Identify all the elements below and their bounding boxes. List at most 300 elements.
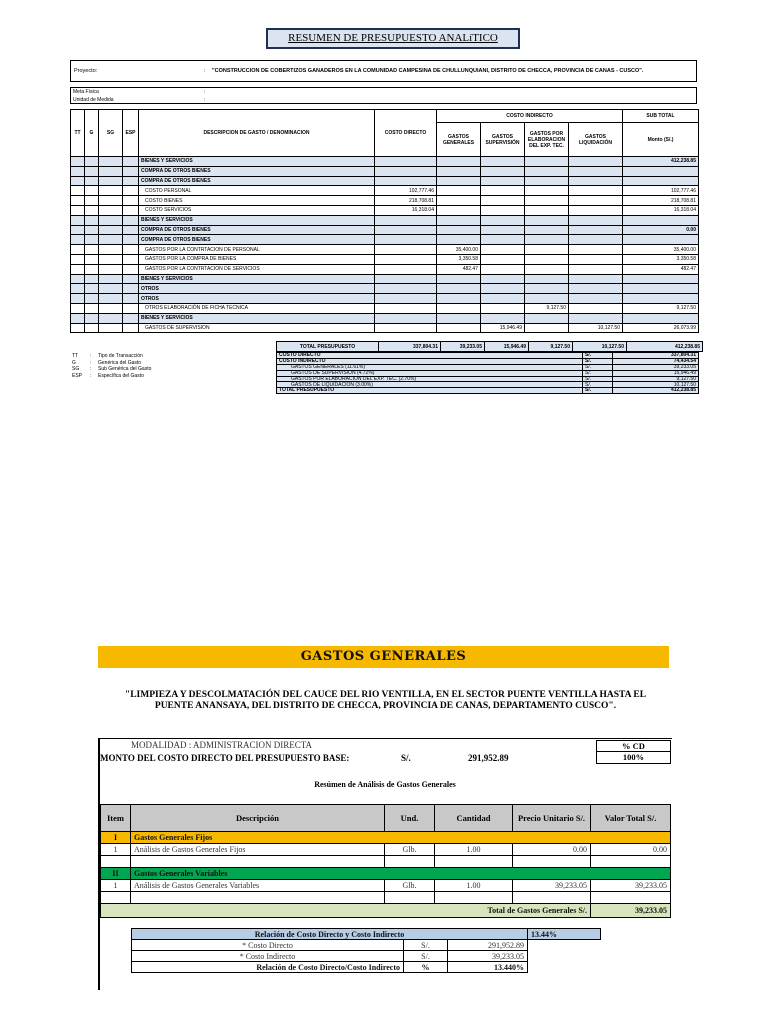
table-row bbox=[71, 166, 699, 176]
row-description: COSTO SERVICIOS bbox=[139, 205, 375, 215]
row-description: OTROS bbox=[139, 284, 375, 294]
row-gl bbox=[569, 313, 623, 323]
code-cell bbox=[123, 215, 139, 225]
row-gl bbox=[569, 254, 623, 264]
code-cell bbox=[123, 245, 139, 255]
legend-key: SG bbox=[72, 366, 80, 372]
code-cell bbox=[123, 235, 139, 245]
row-cd bbox=[375, 294, 437, 304]
row-sub: 16,318.04 bbox=[623, 205, 699, 215]
col-cd: COSTO DIRECTO bbox=[375, 110, 437, 157]
code-cell bbox=[85, 205, 99, 215]
code-cell bbox=[123, 303, 139, 313]
table-row bbox=[71, 313, 699, 323]
row-description: OTROS bbox=[139, 294, 375, 304]
row-description: BIENES Y SERVICIOS bbox=[139, 313, 375, 323]
code-cell bbox=[85, 196, 99, 206]
code-cell bbox=[85, 323, 99, 333]
row-gl bbox=[569, 196, 623, 206]
row-cd bbox=[375, 215, 437, 225]
summary-currency: S/. bbox=[583, 370, 613, 376]
row-sub: 102,777.46 bbox=[623, 186, 699, 196]
code-cell bbox=[99, 215, 123, 225]
gg-col-cant: Cantidad bbox=[435, 805, 513, 832]
table-row bbox=[71, 157, 699, 167]
col-ci: COSTO INDIRECTO bbox=[437, 110, 623, 123]
table-row bbox=[71, 264, 699, 274]
col-g: G bbox=[85, 110, 99, 157]
relation-table bbox=[131, 928, 601, 973]
row-gl bbox=[569, 294, 623, 304]
summary-currency: S/. bbox=[583, 388, 613, 394]
row-sub: 3,350.58 bbox=[623, 254, 699, 264]
code-cell bbox=[71, 235, 85, 245]
table-row bbox=[71, 284, 699, 294]
row-ge bbox=[525, 274, 569, 284]
row-ge bbox=[525, 284, 569, 294]
gg-cd-header: % CD bbox=[596, 740, 671, 752]
code-cell bbox=[71, 303, 85, 313]
legend-text: Específica del Gasto bbox=[98, 372, 144, 379]
code-cell bbox=[99, 274, 123, 284]
legend bbox=[72, 353, 151, 379]
total-gl: 10,127.50 bbox=[573, 342, 627, 352]
legend-sep: : bbox=[90, 366, 92, 372]
row-cd bbox=[375, 157, 437, 167]
total-label: TOTAL PRESUPUESTO bbox=[277, 342, 379, 352]
relation-row-cd bbox=[132, 940, 601, 951]
table-row bbox=[101, 844, 671, 856]
row-gs bbox=[481, 235, 525, 245]
gg-project-title: "LIMPIEZA Y DESCOLMATACIÓN DEL CAUCE DEL RIO VENTILLA, EN EL SECTOR PUENTE VENTILLA HASTA EL PUENTE ANANSAYA, DEL DISTRITO DE CHECCA, PROVINCIA DE CANAS, DEPARTAMENTO CUSCO". bbox=[124, 690, 647, 711]
meta-colon: : bbox=[204, 89, 206, 95]
code-cell bbox=[123, 225, 139, 235]
code-cell bbox=[85, 176, 99, 186]
row-cd: 102,777.46 bbox=[375, 186, 437, 196]
gg-col-und: Und. bbox=[385, 805, 435, 832]
relation-ci-label: * Costo Indirecto bbox=[132, 951, 404, 962]
legend-key: G bbox=[72, 359, 76, 366]
row-description: BIENES Y SERVICIOS bbox=[139, 157, 375, 167]
gg-cell-cant: 1.00 bbox=[435, 844, 513, 856]
row-sub: 9,127.50 bbox=[623, 303, 699, 313]
table-row bbox=[71, 205, 699, 215]
relation-ci-cur: S/. bbox=[404, 951, 448, 962]
total-cd: 337,804.31 bbox=[379, 342, 441, 352]
gg-group-item: I bbox=[101, 832, 131, 844]
row-cd bbox=[375, 274, 437, 284]
code-cell bbox=[123, 176, 139, 186]
row-cd bbox=[375, 225, 437, 235]
summary-currency: S/. bbox=[583, 364, 613, 370]
row-description: COMPRA DE OTROS BIENES bbox=[139, 176, 375, 186]
row-gg bbox=[437, 166, 481, 176]
summary-currency: S/. bbox=[583, 382, 613, 388]
relation-row-ratio bbox=[132, 962, 601, 973]
summary-body bbox=[277, 353, 699, 394]
row-cd bbox=[375, 176, 437, 186]
summary-label: GASTOS POR ELABORACION DEL EXP. TEC. (2.70%) bbox=[277, 376, 583, 382]
row-cd bbox=[375, 313, 437, 323]
col-gl: GASTOS LIQUIDACIÓN bbox=[569, 123, 623, 157]
legend-sep: : bbox=[90, 372, 92, 379]
code-cell bbox=[99, 235, 123, 245]
unit-label: Unidad de Medida bbox=[73, 97, 114, 103]
code-cell bbox=[99, 176, 123, 186]
gg-col-pu: Precio Unitario S/. bbox=[513, 805, 591, 832]
col-desc: DESCRIPCION DE GASTO / DENOMINACION bbox=[139, 110, 375, 157]
row-gs bbox=[481, 166, 525, 176]
row-sub bbox=[623, 215, 699, 225]
row-gl: 10,127.50 bbox=[569, 323, 623, 333]
table-row bbox=[71, 176, 699, 186]
code-cell bbox=[123, 186, 139, 196]
row-gg bbox=[437, 235, 481, 245]
gg-cell-pu: 0.00 bbox=[513, 844, 591, 856]
row-ge bbox=[525, 157, 569, 167]
summary-label: COSTO DIRECTO bbox=[277, 353, 583, 359]
gg-col-desc: Descripción bbox=[131, 805, 385, 832]
row-cd: 218,708.81 bbox=[375, 196, 437, 206]
table-row bbox=[101, 880, 671, 892]
col-subtotal: SUB TOTAL bbox=[623, 110, 699, 123]
row-gl bbox=[569, 235, 623, 245]
total-sub: 412,238.85 bbox=[627, 342, 703, 352]
summary-currency: S/. bbox=[583, 353, 613, 359]
gg-cell-und: Glb. bbox=[385, 844, 435, 856]
table-row-blank bbox=[101, 892, 671, 904]
row-gs bbox=[481, 225, 525, 235]
code-cell bbox=[99, 166, 123, 176]
row-ge bbox=[525, 235, 569, 245]
row-sub bbox=[623, 313, 699, 323]
code-cell bbox=[99, 186, 123, 196]
relation-header-value: 13.44% bbox=[528, 929, 601, 940]
code-cell bbox=[71, 225, 85, 235]
row-gl bbox=[569, 245, 623, 255]
row-ge bbox=[525, 225, 569, 235]
code-cell bbox=[85, 166, 99, 176]
row-description: GASTOS POR LA COMPRA DE BIENES bbox=[139, 254, 375, 264]
code-cell bbox=[99, 245, 123, 255]
gg-group-desc: Gastos Generales Variables bbox=[131, 868, 671, 880]
meta-box bbox=[70, 87, 697, 104]
row-gg: 3,350.58 bbox=[437, 254, 481, 264]
code-cell bbox=[123, 274, 139, 284]
row-ge bbox=[525, 254, 569, 264]
row-gl bbox=[569, 284, 623, 294]
code-cell bbox=[71, 166, 85, 176]
row-ge bbox=[525, 205, 569, 215]
row-ge bbox=[525, 245, 569, 255]
code-cell bbox=[85, 303, 99, 313]
code-cell bbox=[99, 157, 123, 167]
code-cell bbox=[99, 196, 123, 206]
row-gl bbox=[569, 205, 623, 215]
total-gs: 15,946.49 bbox=[485, 342, 529, 352]
row-ge: 9,127.50 bbox=[525, 303, 569, 313]
summary-currency: S/. bbox=[583, 376, 613, 382]
relation-title: Relación de Costo Directo y Costo Indirecto bbox=[132, 929, 528, 940]
code-cell bbox=[99, 313, 123, 323]
code-cell bbox=[99, 205, 123, 215]
row-gg bbox=[437, 196, 481, 206]
code-cell bbox=[123, 254, 139, 264]
code-cell bbox=[85, 264, 99, 274]
code-cell bbox=[85, 215, 99, 225]
code-cell bbox=[85, 157, 99, 167]
row-ge bbox=[525, 313, 569, 323]
gg-cell-item: 1 bbox=[101, 844, 131, 856]
gg-monto-currency: S/. bbox=[401, 753, 411, 763]
row-gg bbox=[437, 323, 481, 333]
code-cell bbox=[71, 264, 85, 274]
gg-modalidad: MODALIDAD : ADMINISTRACION DIRECTA bbox=[131, 740, 313, 750]
row-description: COMPRA DE OTROS BIENES bbox=[139, 235, 375, 245]
code-cell bbox=[123, 264, 139, 274]
gg-cell-desc: Análisis de Gastos Generales Variables bbox=[131, 880, 385, 892]
col-gs: GASTOS SUPERVISIÓN bbox=[481, 123, 525, 157]
row-cd bbox=[375, 245, 437, 255]
row-gs bbox=[481, 313, 525, 323]
row-description: BIENES Y SERVICIOS bbox=[139, 274, 375, 284]
legend-text: Tipo de Transacción bbox=[98, 353, 143, 359]
summary-label: COSTO INDIRECTO bbox=[277, 358, 583, 364]
col-gg: GASTOS GENERALES bbox=[437, 123, 481, 157]
table-row bbox=[71, 215, 699, 225]
code-cell bbox=[123, 196, 139, 206]
summary-label: GASTOS DE LIQUIDACION (3.00%) bbox=[277, 382, 583, 388]
row-gs bbox=[481, 205, 525, 215]
row-cd bbox=[375, 284, 437, 294]
code-cell bbox=[99, 264, 123, 274]
code-cell bbox=[71, 205, 85, 215]
row-gg bbox=[437, 294, 481, 304]
code-cell bbox=[123, 323, 139, 333]
gg-group-desc: Gastos Generales Fijos bbox=[131, 832, 671, 844]
project-colon: : bbox=[204, 68, 206, 74]
row-gg bbox=[437, 176, 481, 186]
legend-sep: : bbox=[90, 359, 92, 366]
code-cell bbox=[85, 313, 99, 323]
row-description: GASTOS POR LA CONTRTACION DE SERVICIOS bbox=[139, 264, 375, 274]
row-description: OTROS ELABORACIÓN DE FICHA TECNICA bbox=[139, 303, 375, 313]
gg-cd-value: 100% bbox=[596, 752, 671, 764]
row-description: COSTO PERSONAL bbox=[139, 186, 375, 196]
row-description: COSTO BIENES bbox=[139, 196, 375, 206]
row-sub bbox=[623, 235, 699, 245]
table-row bbox=[71, 294, 699, 304]
row-cd bbox=[375, 303, 437, 313]
row-gs bbox=[481, 264, 525, 274]
code-cell bbox=[71, 274, 85, 284]
row-ge bbox=[525, 323, 569, 333]
row-cd bbox=[375, 323, 437, 333]
row-gl bbox=[569, 176, 623, 186]
gg-subtitle: Resúmen de Análisis de Gastos Generales bbox=[314, 780, 456, 789]
total-ge: 9,127.50 bbox=[529, 342, 573, 352]
total-row-table bbox=[276, 341, 703, 352]
row-sub: 35,400.00 bbox=[623, 245, 699, 255]
row-gg bbox=[437, 303, 481, 313]
gg-monto-value: 291,952.89 bbox=[468, 753, 509, 763]
meta-label: Meta Física bbox=[73, 89, 99, 95]
row-gs bbox=[481, 245, 525, 255]
row-sub: 26,073.99 bbox=[623, 323, 699, 333]
row-gs bbox=[481, 274, 525, 284]
page-title: RESUMEN DE PRESUPUESTO ANALíTICO bbox=[266, 28, 520, 49]
code-cell bbox=[123, 166, 139, 176]
table-row bbox=[71, 323, 699, 333]
legend-key: ESP bbox=[72, 372, 83, 379]
gg-cell-vt: 39,233.05 bbox=[591, 880, 671, 892]
code-cell bbox=[71, 196, 85, 206]
relation-ratio-cur: % bbox=[404, 962, 448, 973]
code-cell bbox=[99, 294, 123, 304]
row-cd bbox=[375, 254, 437, 264]
row-gs bbox=[481, 196, 525, 206]
unit-colon: : bbox=[204, 97, 206, 103]
row-gl bbox=[569, 166, 623, 176]
relation-ci-value: 39,233.05 bbox=[448, 951, 528, 962]
table-row bbox=[71, 245, 699, 255]
row-description: COMPRA DE OTROS BIENES bbox=[139, 225, 375, 235]
row-sub bbox=[623, 284, 699, 294]
code-cell bbox=[71, 176, 85, 186]
row-gg bbox=[437, 225, 481, 235]
row-cd bbox=[375, 235, 437, 245]
gg-cell-cant: 1.00 bbox=[435, 880, 513, 892]
row-sub bbox=[623, 274, 699, 284]
gg-group-item: II bbox=[101, 868, 131, 880]
table-row bbox=[71, 235, 699, 245]
row-gg: 482.47 bbox=[437, 264, 481, 274]
code-cell bbox=[99, 303, 123, 313]
gg-cell-desc: Análisis de Gastos Generales Fijos bbox=[131, 844, 385, 856]
row-ge bbox=[525, 264, 569, 274]
code-cell bbox=[85, 186, 99, 196]
gg-cell-vt: 0.00 bbox=[591, 844, 671, 856]
row-ge bbox=[525, 196, 569, 206]
row-description: GASTOS DE SUPERVISION bbox=[139, 323, 375, 333]
row-description: GASTOS POR LA CONTRTACION DE PERSONAL bbox=[139, 245, 375, 255]
row-gg bbox=[437, 215, 481, 225]
code-cell bbox=[123, 284, 139, 294]
code-cell bbox=[123, 157, 139, 167]
table-row bbox=[71, 225, 699, 235]
code-cell bbox=[85, 245, 99, 255]
row-description: BIENES Y SERVICIOS bbox=[139, 215, 375, 225]
code-cell bbox=[71, 215, 85, 225]
code-cell bbox=[85, 254, 99, 264]
row-gs bbox=[481, 157, 525, 167]
row-gg bbox=[437, 284, 481, 294]
row-cd bbox=[375, 166, 437, 176]
relation-cd-cur: S/. bbox=[404, 940, 448, 951]
relation-cd-value: 291,952.89 bbox=[448, 940, 528, 951]
relation-cd-label: * Costo Directo bbox=[132, 940, 404, 951]
row-gl bbox=[569, 225, 623, 235]
row-gg: 35,400.00 bbox=[437, 245, 481, 255]
row-gl bbox=[569, 303, 623, 313]
row-sub: 218,708.81 bbox=[623, 196, 699, 206]
row-gs: 15,946.49 bbox=[481, 323, 525, 333]
col-esp: ESP bbox=[123, 110, 139, 157]
row-sub bbox=[623, 166, 699, 176]
row-gg bbox=[437, 157, 481, 167]
row-gl bbox=[569, 215, 623, 225]
summary-value: 9,127.50 bbox=[613, 376, 699, 382]
row-ge bbox=[525, 215, 569, 225]
budget-body bbox=[71, 157, 699, 333]
gg-cell-item: 1 bbox=[101, 880, 131, 892]
gg-col-item: Item bbox=[101, 805, 131, 832]
row-gs bbox=[481, 303, 525, 313]
total-row bbox=[277, 342, 703, 352]
row-sub bbox=[623, 176, 699, 186]
col-ge: GASTOS POR ELABORACION DEL EXP. TEC. bbox=[525, 123, 569, 157]
project-label: Proyecto: bbox=[74, 68, 98, 74]
row-ge bbox=[525, 294, 569, 304]
gg-total-value: 39,233.05 bbox=[591, 904, 671, 918]
code-cell bbox=[71, 294, 85, 304]
gg-total-label: Total de Gastos Generales S/. bbox=[101, 904, 591, 918]
code-cell bbox=[99, 225, 123, 235]
gg-group-fijos bbox=[101, 832, 671, 844]
row-sub: 412,238.85 bbox=[623, 157, 699, 167]
code-cell bbox=[71, 245, 85, 255]
summary-label: TOTAL PRESUPUESTO bbox=[277, 388, 583, 394]
row-gs bbox=[481, 186, 525, 196]
legend-sep: : bbox=[90, 353, 92, 359]
col-sg: SG bbox=[99, 110, 123, 157]
relation-ratio-label: Relación de Costo Directo/Costo Indirecto bbox=[132, 962, 404, 973]
table-row bbox=[71, 186, 699, 196]
relation-row-ci bbox=[132, 951, 601, 962]
summary-value: 337,804.31 bbox=[613, 353, 699, 359]
row-description: COMPRA DE OTROS BIENES bbox=[139, 166, 375, 176]
legend-text: Sub Genérica del Gasto bbox=[98, 366, 152, 372]
code-cell bbox=[85, 274, 99, 284]
row-cd: 16,318.04 bbox=[375, 205, 437, 215]
code-cell bbox=[123, 294, 139, 304]
project-box bbox=[70, 60, 697, 82]
row-gg bbox=[437, 186, 481, 196]
row-gg bbox=[437, 313, 481, 323]
row-gg bbox=[437, 274, 481, 284]
gg-group-variables bbox=[101, 868, 671, 880]
row-cd bbox=[375, 264, 437, 274]
code-cell bbox=[85, 294, 99, 304]
gg-cell-und: Glb. bbox=[385, 880, 435, 892]
table-row bbox=[71, 196, 699, 206]
row-gl bbox=[569, 264, 623, 274]
row-gl bbox=[569, 157, 623, 167]
gg-total-row bbox=[101, 904, 671, 918]
row-gs bbox=[481, 254, 525, 264]
row-gs bbox=[481, 284, 525, 294]
legend-text: Genérica del Gasto bbox=[98, 359, 142, 366]
summary-value: 15,946.49 bbox=[613, 370, 699, 376]
relation-header bbox=[132, 929, 601, 940]
budget-table bbox=[70, 109, 699, 333]
code-cell bbox=[71, 254, 85, 264]
table-row-blank bbox=[101, 856, 671, 868]
row-gs bbox=[481, 176, 525, 186]
code-cell bbox=[71, 313, 85, 323]
relation-ratio-value: 13.440% bbox=[448, 962, 528, 973]
code-cell bbox=[85, 284, 99, 294]
